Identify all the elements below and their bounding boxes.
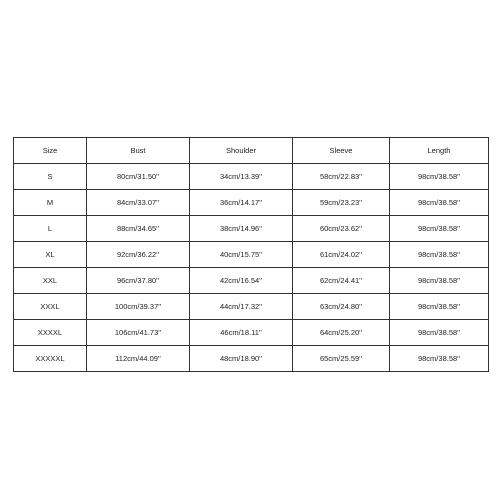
cell-sleeve: 58cm/22.83'' bbox=[293, 164, 390, 190]
cell-shoulder: 40cm/15.75'' bbox=[190, 242, 293, 268]
cell-size: XXL bbox=[14, 268, 87, 294]
table-row bbox=[14, 190, 489, 216]
cell-length: 98cm/38.58'' bbox=[390, 268, 489, 294]
size-chart-table bbox=[13, 137, 489, 372]
cell-shoulder: 34cm/13.39'' bbox=[190, 164, 293, 190]
cell-size: XXXXL bbox=[14, 320, 87, 346]
table-row bbox=[14, 216, 489, 242]
header-shoulder: Shoulder bbox=[190, 138, 293, 164]
cell-sleeve: 63cm/24.80'' bbox=[293, 294, 390, 320]
cell-length: 98cm/38.58'' bbox=[390, 190, 489, 216]
cell-sleeve: 59cm/23.23'' bbox=[293, 190, 390, 216]
cell-shoulder: 48cm/18.90'' bbox=[190, 346, 293, 372]
cell-shoulder: 42cm/16.54'' bbox=[190, 268, 293, 294]
cell-length: 98cm/38.58'' bbox=[390, 294, 489, 320]
cell-bust: 92cm/36.22'' bbox=[87, 242, 190, 268]
header-length: Length bbox=[390, 138, 489, 164]
table-row bbox=[14, 164, 489, 190]
table-row bbox=[14, 294, 489, 320]
table-row bbox=[14, 346, 489, 372]
cell-sleeve: 64cm/25.20'' bbox=[293, 320, 390, 346]
cell-bust: 88cm/34.65'' bbox=[87, 216, 190, 242]
cell-size: XXXL bbox=[14, 294, 87, 320]
cell-length: 98cm/38.58'' bbox=[390, 242, 489, 268]
header-sleeve: Sleeve bbox=[293, 138, 390, 164]
cell-length: 98cm/38.58'' bbox=[390, 216, 489, 242]
cell-sleeve: 61cm/24.02'' bbox=[293, 242, 390, 268]
cell-size: XL bbox=[14, 242, 87, 268]
cell-sleeve: 62cm/24.41'' bbox=[293, 268, 390, 294]
cell-size: XXXXXL bbox=[14, 346, 87, 372]
cell-bust: 80cm/31.50'' bbox=[87, 164, 190, 190]
table-row bbox=[14, 320, 489, 346]
header-size: Size bbox=[14, 138, 87, 164]
cell-shoulder: 36cm/14.17'' bbox=[190, 190, 293, 216]
cell-size: M bbox=[14, 190, 87, 216]
cell-length: 98cm/38.58'' bbox=[390, 346, 489, 372]
cell-shoulder: 44cm/17.32'' bbox=[190, 294, 293, 320]
cell-bust: 96cm/37.80'' bbox=[87, 268, 190, 294]
table-row bbox=[14, 242, 489, 268]
cell-bust: 106cm/41.73'' bbox=[87, 320, 190, 346]
cell-sleeve: 65cm/25.59'' bbox=[293, 346, 390, 372]
table-row bbox=[14, 268, 489, 294]
cell-bust: 112cm/44.09'' bbox=[87, 346, 190, 372]
cell-shoulder: 38cm/14.96'' bbox=[190, 216, 293, 242]
cell-length: 98cm/38.58'' bbox=[390, 164, 489, 190]
cell-bust: 100cm/39.37'' bbox=[87, 294, 190, 320]
header-row bbox=[14, 138, 489, 164]
header-bust: Bust bbox=[87, 138, 190, 164]
cell-shoulder: 46cm/18.11'' bbox=[190, 320, 293, 346]
cell-size: L bbox=[14, 216, 87, 242]
cell-bust: 84cm/33.07'' bbox=[87, 190, 190, 216]
cell-size: S bbox=[14, 164, 87, 190]
cell-sleeve: 60cm/23.62'' bbox=[293, 216, 390, 242]
cell-length: 98cm/38.58'' bbox=[390, 320, 489, 346]
